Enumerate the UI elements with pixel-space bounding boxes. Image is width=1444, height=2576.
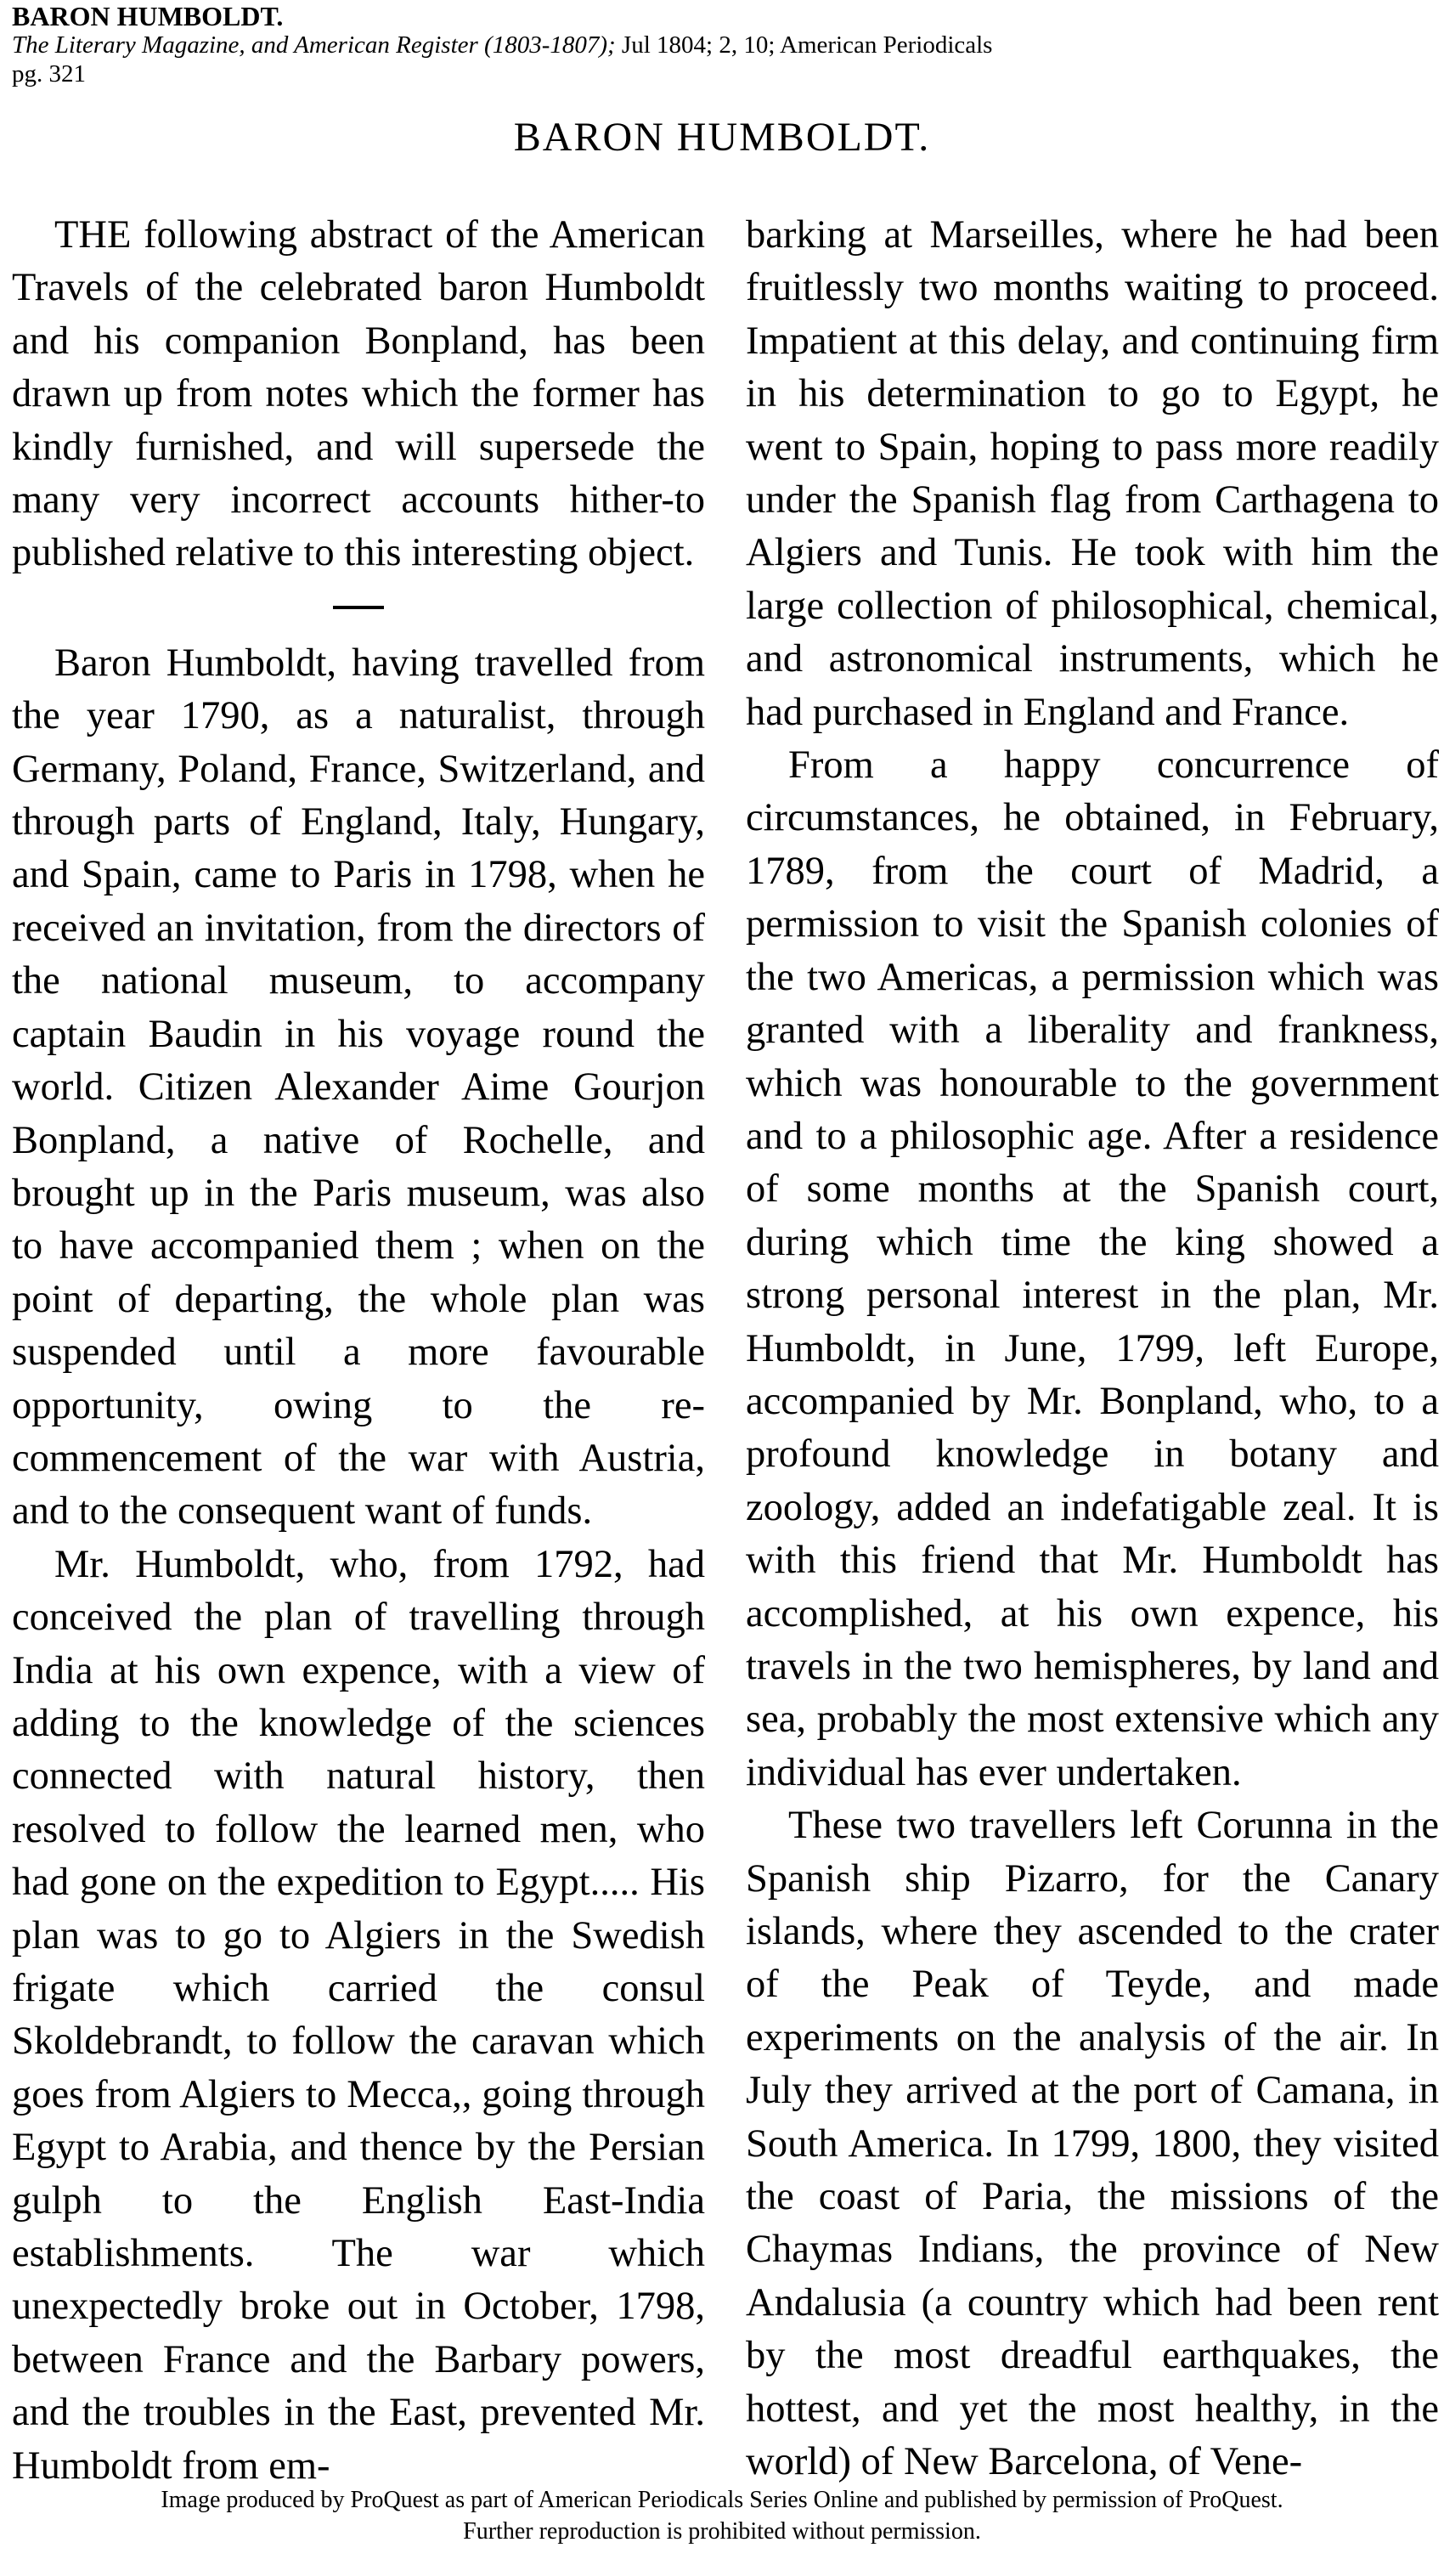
citation-source: [12, 31, 1422, 59]
citation-title: BARON HUMBOLDT.: [12, 1, 284, 31]
body-paragraph: From a happy concurrence of circumstances, he obtained, in February, 1789, from the court of Madrid, a permission to visit the Spanish colonies of the two Americas, a permission which was granted with a liberality and frankness, which was honourable to the government and to a philosophic age. After a residence of some months at the Spanish court, during which time the king showed a strong personal interest in the plan, Mr. Humboldt, in June, 1799, left Europe, accompanied by Mr. Bonpland, who, to a profound knowledge in botany and zoology, added an indefatigable zeal. It is with this friend that Mr. Humboldt has accomplished, at his own expence, his travels in the two hemispheres, by land and sea, probably the most extensive which any individual has ever undertaken.: [746, 743, 1439, 1794]
citation-header: [12, 2, 1422, 88]
proquest-footer: [0, 2484, 1444, 2547]
body-paragraph: Baron Humboldt, having travelled from the year 1790, as a naturalist, through Germany, Poland, France, Switzerland, and through parts of England, Italy, Hungary, and Spain, came to Paris in 1798, when he received an invitation, from the directors of the national museum, to accompany captain Baudin in his voyage round the world. Citizen Alexander Aime Gourjon Bonpland, a native of Rochelle, and brought up in the Paris museum, was also to have accompanied them ; when on the point of departing, the whole plan was suspended until a more favourable opportunity, owing to the re-commencement of the war with Austria, and to the consequent want of funds.: [12, 641, 705, 1534]
citation-page: pg. 321: [12, 60, 86, 88]
citation-details: Jul 1804; 2, 10; American Periodicals: [615, 31, 993, 59]
left-column: [12, 209, 705, 2493]
body-paragraph: Mr. Humboldt, who, from 1792, had conceived the plan of travelling through India at his own expence, with a view of adding to the knowledge of the sciences connected with natural history, then resolved to follow the learned men, who had gone on the expedition to Egypt..... His plan was to go to Algiers in the Swedish frigate which carried the consul Skoldebrandt, to follow the caravan which goes from Algiers to Mecca,, going through Egypt to Arabia, and thence by the Persian gulph to the English East-India establishments. The war which unexpectedly broke out in October, 1798, between France and the Barbary powers, and the troubles in the East, prevented Mr. Humboldt from em-: [12, 1542, 705, 2488]
body-paragraph: These two travellers left Corunna in the Spanish ship Pizarro, for the Canary islands, where they ascended to the crater of the Peak of Teyde, and made experiments on the analysis of the air. In July they arrived at the port of Camana, in South America. In 1799, 1800, they visited the coast of Paria, the missions of the Chaymas Indians, the province of New Andalusia (a country which had been rent by the most dreadful earthquakes, the hottest, and yet the most healthy, in the world) of New Barcelona, of Vene-: [746, 1804, 1439, 2484]
citation-journal: The Literary Magazine, and American Register (1803-1807);: [12, 31, 616, 59]
right-column: [746, 209, 1439, 2488]
article-title: BARON HUMBOLDT.: [513, 115, 931, 160]
footer-line: Image produced by ProQuest as part of American Periodicals Series Online and published by permission of ProQuest.: [161, 2487, 1283, 2513]
continued-paragraph: barking at Marseilles, where he had been fruitlessly two months waiting to proceed. Impatient at this delay, and continuing firm in his determination to go to Egypt, he went to Spain, hoping to pass more readily under the Spanish flag from Carthagena to Algiers and Tunis. He took with him the large collection of philosophical, chemical, and astronomical instruments, which he had purchased in England and France.: [746, 213, 1439, 734]
intro-paragraph: THE following abstract of the American Travels of the celebrated baron Humboldt and his companion Bonpland, has been drawn up from notes which the former has kindly furnished, and will supersede the many very incorrect accounts hither-to published relative to this interesting object.: [12, 213, 705, 575]
section-divider: [333, 606, 384, 609]
footer-line: Further reproduction is prohibited without permission.: [463, 2518, 981, 2545]
